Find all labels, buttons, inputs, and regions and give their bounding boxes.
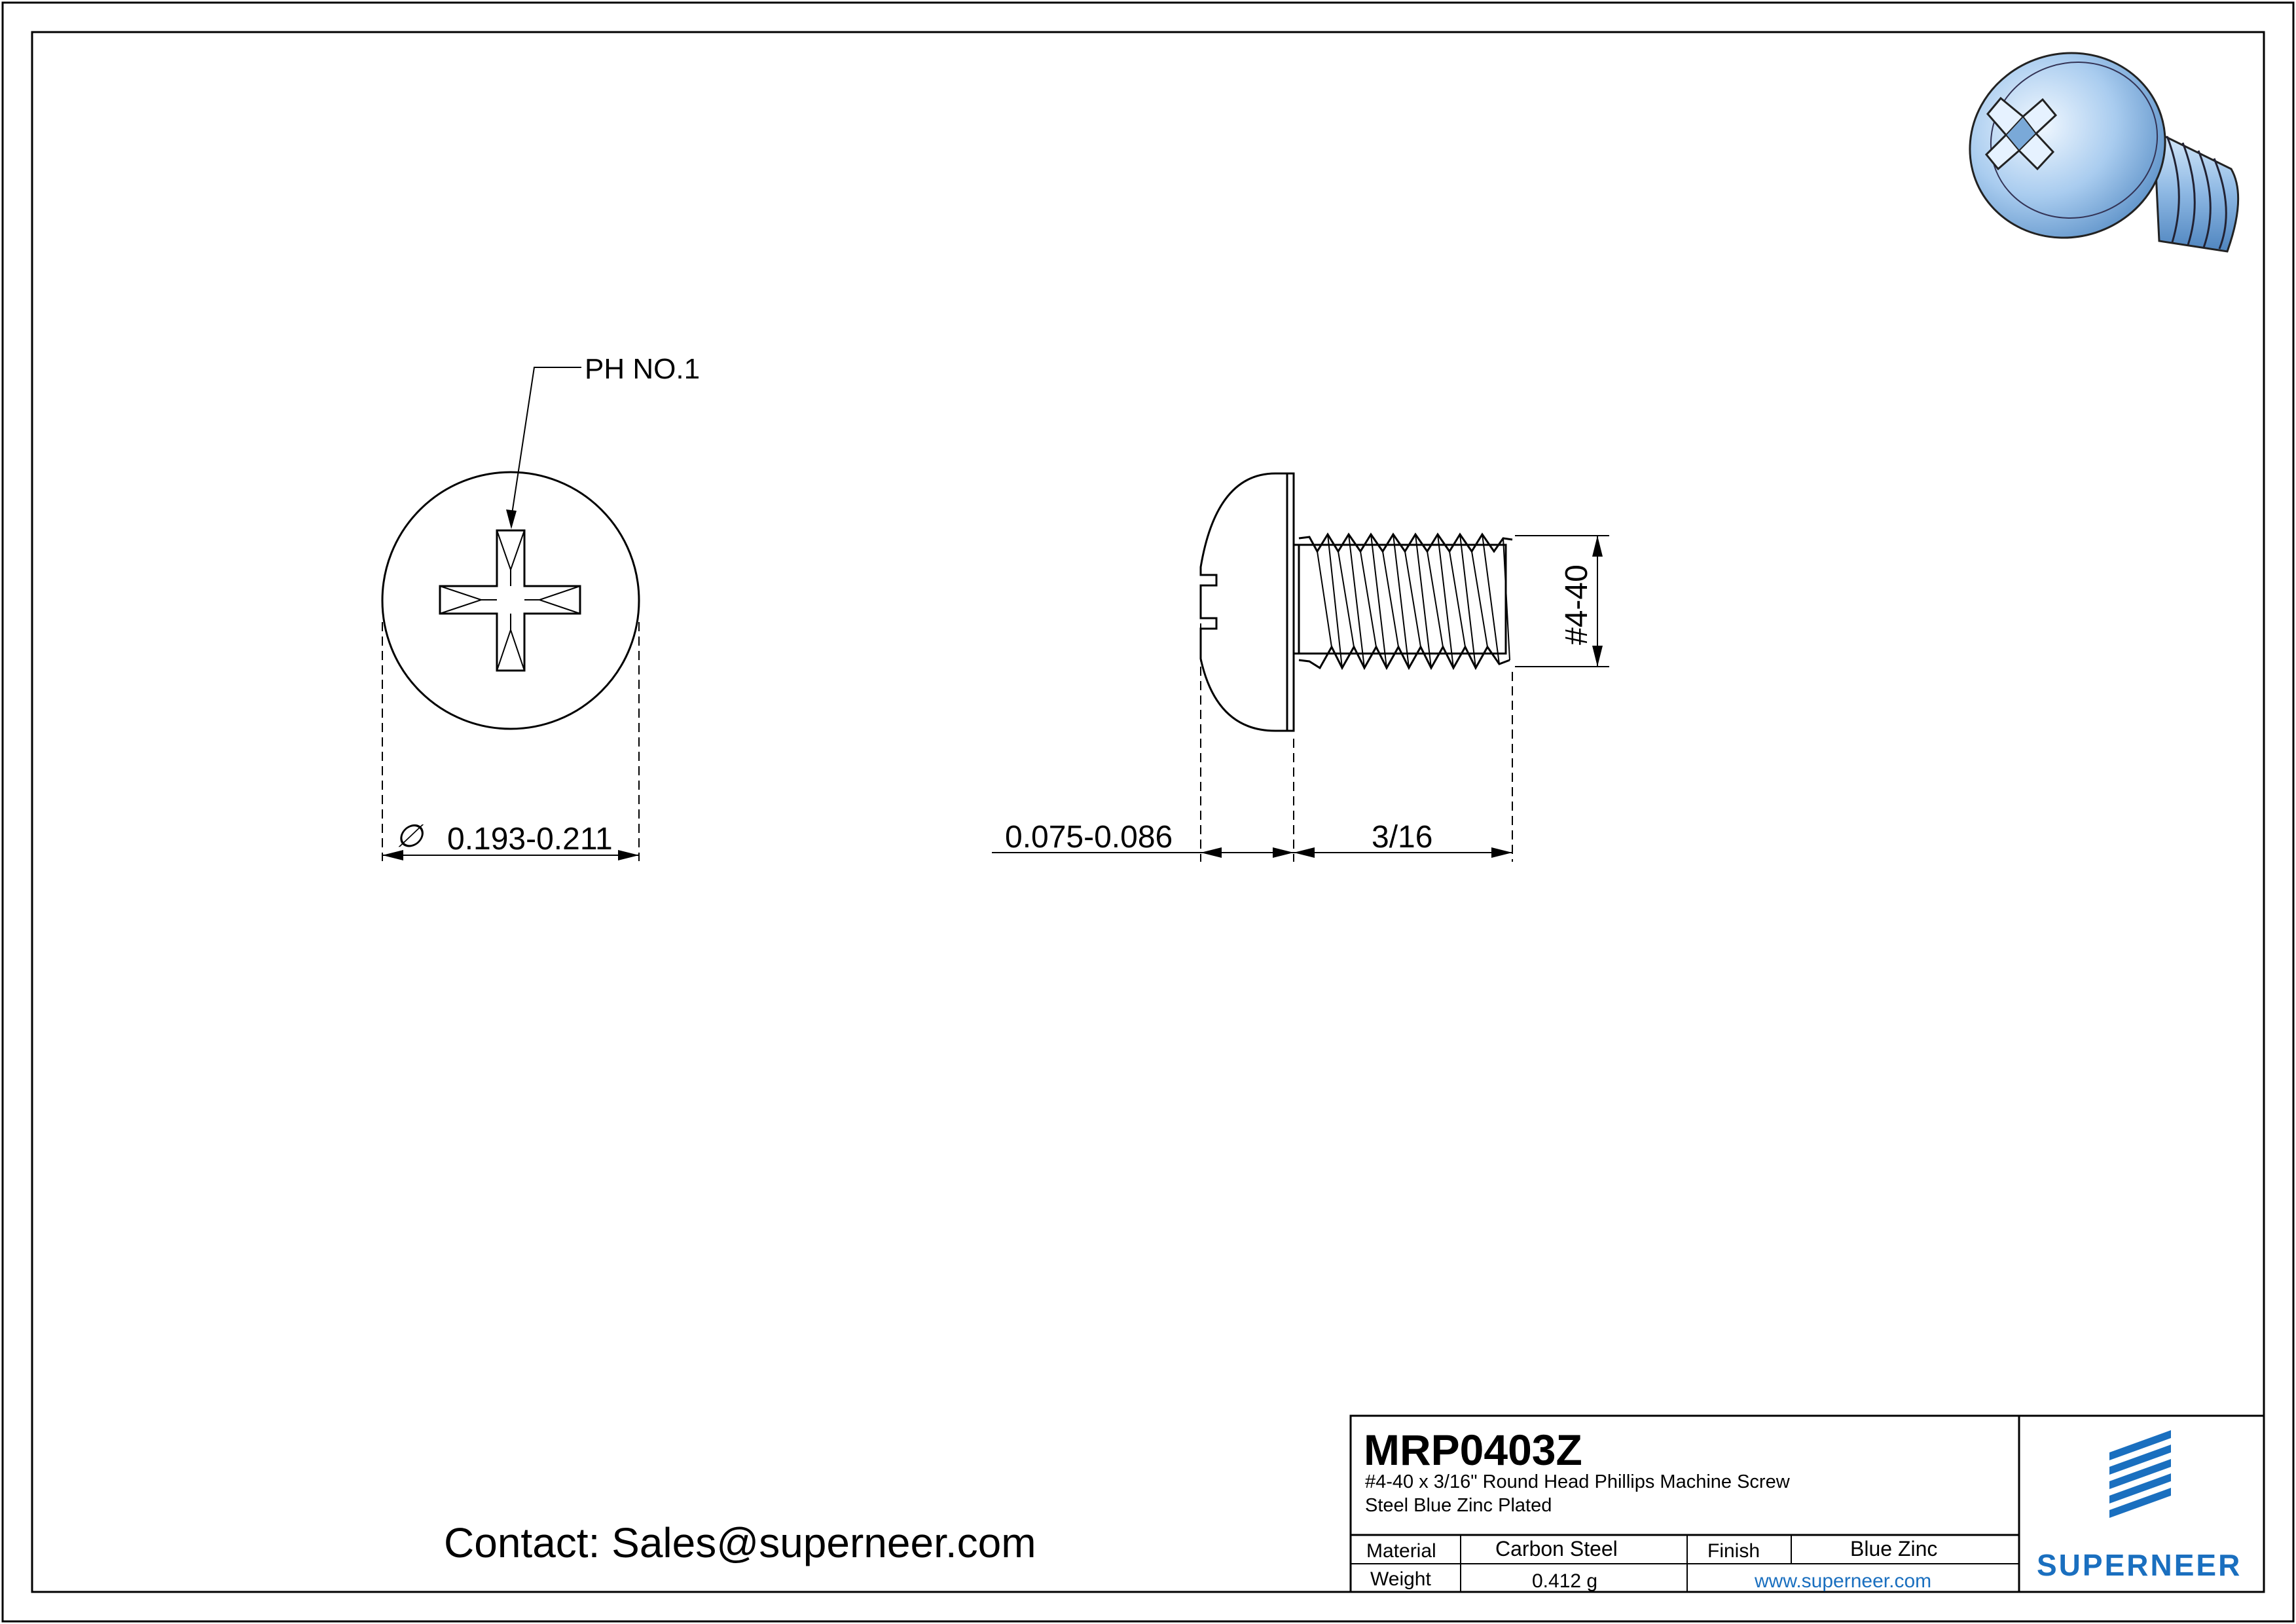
weight-value: 0.412 g [1532, 1570, 1598, 1592]
material-label: Material [1366, 1540, 1436, 1562]
material-value: Carbon Steel [1495, 1537, 1618, 1560]
screw-3d-render-icon [1946, 28, 2238, 263]
dim-diameter-value: 0.193-0.211 [447, 822, 613, 857]
contact-email: Contact: Sales@superneer.com [444, 1519, 1036, 1566]
description-line1: #4-40 x 3/16" Round Head Phillips Machine Screw [1365, 1471, 1790, 1492]
weight-label: Weight [1370, 1568, 1431, 1590]
finish-value: Blue Zinc [1850, 1537, 1938, 1560]
finish-label: Finish [1707, 1540, 1760, 1562]
logo-text: SUPERNEER [2037, 1548, 2242, 1582]
dim-head-height-value: 0.075-0.086 [1005, 820, 1173, 855]
description-line2: Steel Blue Zinc Plated [1365, 1495, 1552, 1516]
superneer-logo-icon [2109, 1430, 2171, 1518]
dim-length-value: 3/16 [1372, 820, 1433, 855]
head-top-view [382, 367, 639, 729]
callout-drive: PH NO.1 [585, 353, 701, 385]
part-number: MRP0403Z [1364, 1426, 1582, 1474]
sheet-outer-border [3, 3, 2293, 1621]
screw-side-view [1201, 473, 1512, 731]
sheet-inner-border [32, 32, 2264, 1592]
website-link[interactable]: www.superneer.com [1755, 1570, 1932, 1592]
dim-diameter-symbol: ∅ [395, 819, 423, 854]
dim-thread-value: #4-40 [1559, 564, 1594, 645]
